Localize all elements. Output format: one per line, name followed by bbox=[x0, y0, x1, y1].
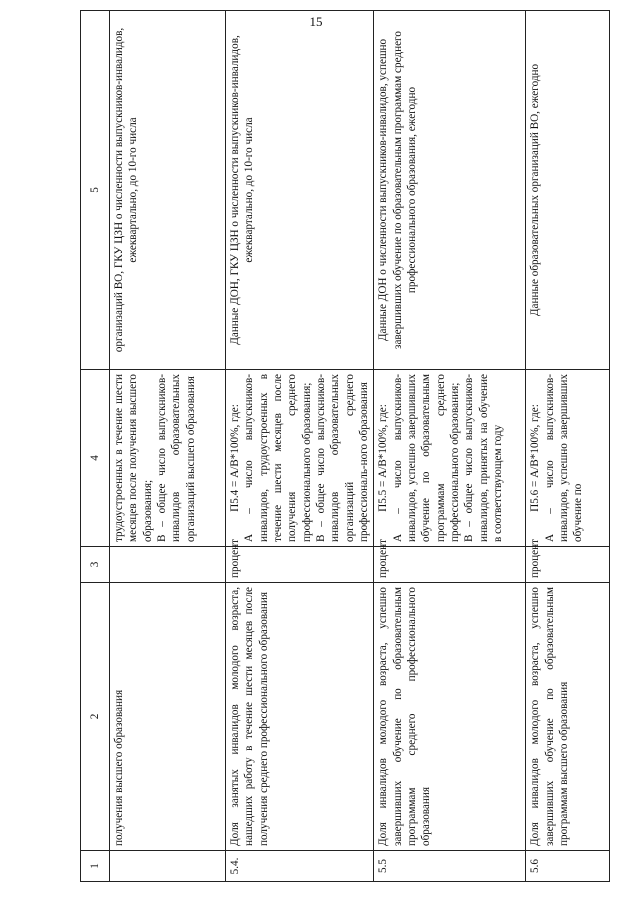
data-source: организаций ВО, ГКУ ЦЗН о численности выпускников-инвалидов, ежеквартально, до 10-го числа bbox=[110, 11, 226, 370]
row-number: 5.4. bbox=[226, 851, 374, 882]
table-row bbox=[226, 11, 374, 882]
formula-line: А – число выпускников-инвалидов, успешно завершивших обучение по bbox=[543, 374, 585, 542]
formula-line: А – число выпускников-инвалидов, трудоустроенных в течение шести месяцев после получения среднего профессионального образования; bbox=[243, 374, 313, 542]
indicator-unit: процент bbox=[374, 547, 526, 583]
indicator-formula bbox=[110, 370, 226, 547]
formula-title: П5.6 = А/В*100%, где: bbox=[529, 404, 542, 512]
indicator-name: Доля инвалидов молодого возраста, успешно завершивших обучение по образовательным программам среднего профессионального образования bbox=[374, 583, 526, 851]
indicator-formula bbox=[526, 370, 610, 547]
table-header-row bbox=[81, 11, 110, 882]
formula-line: В – общее число выпускников-инвалидов, принятых на обучение в соответствующем году bbox=[463, 374, 504, 542]
indicator-name: Доля инвалидов молодого возраста, успешно завершивших обучение по образовательным программам высшего образования bbox=[526, 583, 610, 851]
header-col-4: 4 bbox=[81, 370, 110, 547]
table-row bbox=[110, 11, 226, 882]
row-number: 5.5 bbox=[374, 851, 526, 882]
table-row bbox=[374, 11, 526, 882]
indicator-unit: процент bbox=[226, 547, 374, 583]
formula-line: В – общее число выпускников-инвалидов образовательных организаций среднего профессиональ-ного образования bbox=[314, 374, 370, 542]
row-number bbox=[110, 851, 226, 882]
header-col-2: 2 bbox=[81, 583, 110, 851]
data-source: Данные ДОН, ГКУ ЦЗН о численности выпускников-инвалидов, ежеквартально, до 10-го числа bbox=[226, 11, 374, 370]
indicator-formula bbox=[374, 370, 526, 547]
indicator-name: Доля занятых инвалидов молодого возраста, нашедших работу в течение шести месяцев после получения среднего профессионального образования bbox=[226, 583, 374, 851]
indicator-formula bbox=[226, 370, 374, 547]
indicator-unit: процент bbox=[526, 547, 610, 583]
header-col-3: 3 bbox=[81, 547, 110, 583]
formula-title: П5.4 = А/В*100%, где: bbox=[229, 404, 241, 512]
row-number: 5.6 bbox=[526, 851, 610, 882]
table-row bbox=[526, 11, 610, 882]
formula-line: А – число выпускников-инвалидов, успешно завершивших обучение по образовательным программам среднего профессионального образования; bbox=[391, 374, 461, 542]
formula-line: трудоустроенных в течение шести месяцев после получения высшего образования; bbox=[113, 374, 154, 542]
header-col-5: 5 bbox=[81, 11, 110, 370]
formula-title: П5.5 = А/В*100%, где: bbox=[377, 404, 390, 512]
header-col-1: 1 bbox=[81, 851, 110, 882]
indicator-unit bbox=[110, 547, 226, 583]
formula-line: В – общее число выпускников-инвалидов образовательных организаций высшего образования bbox=[155, 374, 197, 542]
data-source: Данные образовательных организаций ВО, ежегодно bbox=[526, 11, 610, 370]
page-number: 15 bbox=[309, 14, 323, 29]
indicators-table bbox=[80, 10, 610, 882]
indicator-name: получения высшего образования bbox=[110, 583, 226, 851]
data-source: Данные ДОН о численности выпускников-инвалидов, успешно завершивших обучение по образовательным программам среднего профессионального образования, ежегодно bbox=[374, 11, 526, 370]
rotated-table-container bbox=[80, 11, 610, 882]
